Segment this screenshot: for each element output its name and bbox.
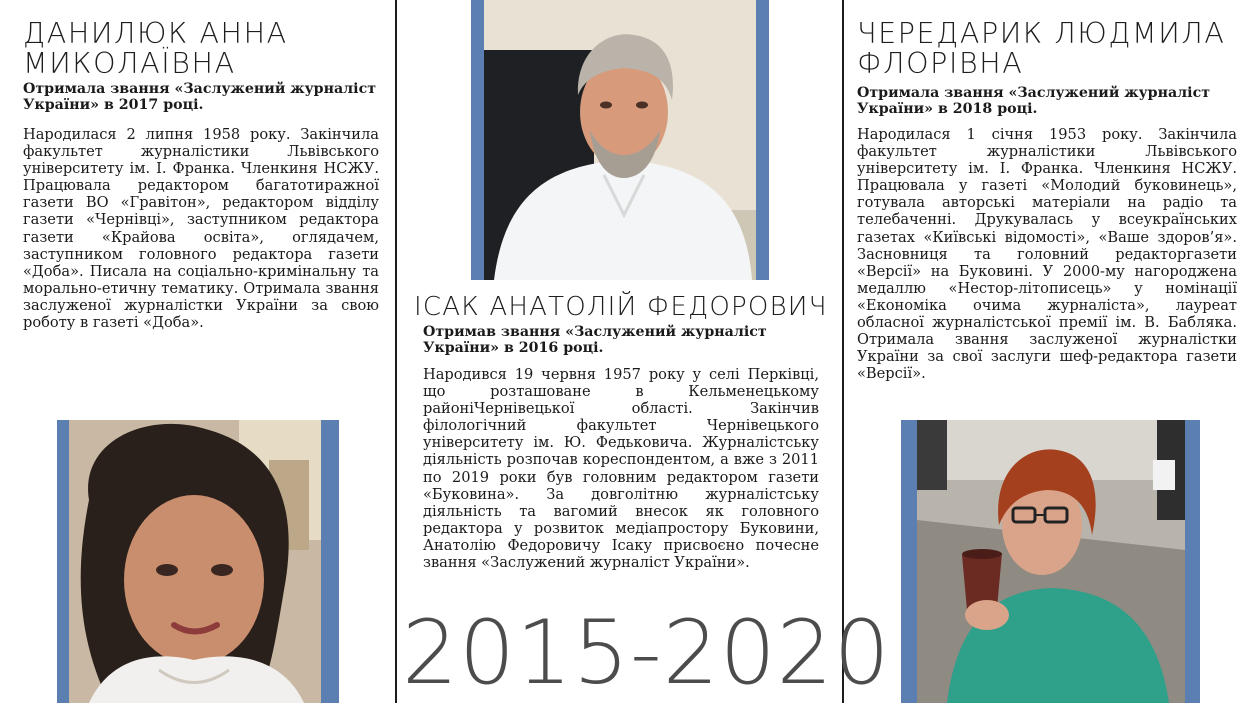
person-center-photo xyxy=(484,0,756,280)
period-years: 2015-2020 xyxy=(402,601,891,704)
person-left-name xyxy=(23,19,383,79)
column-divider-right xyxy=(842,0,844,703)
person-left-photo-frame xyxy=(57,420,339,703)
person-center-award: Отримав звання «Заслужений журналіст України» в 2016 році. xyxy=(423,324,767,356)
person-right-name xyxy=(857,19,1247,79)
person-left-photo xyxy=(69,420,321,703)
person-right-name-line2: ФЛОРІВНА xyxy=(857,47,1024,80)
person-center-name: ІСАК АНАТОЛІЙ ФЕДОРОВИЧ xyxy=(414,292,828,322)
person-right-award: Отримала звання «Заслужений журналіст України» в 2018 році. xyxy=(857,85,1211,117)
person-center-bio: Народився 19 червня 1957 року у селі Перківці, що розташоване в Кельменецькому районіЧернівецької області. Закінчив філологічний факультет Чернівецького університету ім. Ю. Федьковича. Журналістську діяльність розпочав кореспондентом, а вже з 2011 по 2019 роки був головним редактором газети «Буковина». За довголітню журналістську діяльність та вагомий внесок як головного редактора у розвиток медіапростору Буковини, Анатолію Федоровичу Ісаку присвоєно почесне звання «Заслужений журналіст України». xyxy=(423,366,819,572)
person-right-photo-frame xyxy=(901,420,1200,703)
person-left-name-line1: ДАНИЛЮК АННА xyxy=(23,17,288,50)
person-right-name-line1: ЧЕРЕДАРИК ЛЮДМИЛА xyxy=(857,17,1226,50)
column-divider-left xyxy=(395,0,397,703)
person-right-photo xyxy=(917,420,1185,703)
person-center-photo-frame xyxy=(471,0,769,280)
person-left-bio: Народилася 2 липня 1958 року. Закінчила факультет журналістики Львівського університету ім. І. Франка. Членкиня НСЖУ. Працювала редактором багатотиражної газети ВО «Гравітон», редактором відділу газети «Чернівці», заступником редактора газети «Крайова освіта», оглядачем, заступником головного редактора газети «Доба». Писала на соціально-кримінальну та морально-етичну тематику. Отримала звання заслуженої журналістки України за свою роботу в газеті «Доба». xyxy=(23,126,379,332)
person-left-award: Отримала звання «Заслужений журналіст України» в 2017 році. xyxy=(23,81,377,113)
person-left-name-line2: МИКОЛАЇВНА xyxy=(23,47,236,80)
person-right-bio: Народилася 1 січня 1953 року. Закінчила факультет журналістики Львівського університету ім. І. Франка. Членкиня НСЖУ. Працювала у газеті «Молодий буковинець», готувала авторські матеріали на радіо та телебаченні. Друкувалась у всеукраїнських газетах «Київські відомості», «Ваше здоров’я». Засновниця та головний редакторгазети «Версії» на Буковині. У 2000-му нагороджена медаллю «Нестор-літописець» у номінації «Економіка очима журналіста», лауреат обласної журналістської премії ім. В. Бабляка. Отримала звання заслуженої журналістки України за свої заслуги шеф-редактора газети «Версії». xyxy=(857,126,1237,383)
